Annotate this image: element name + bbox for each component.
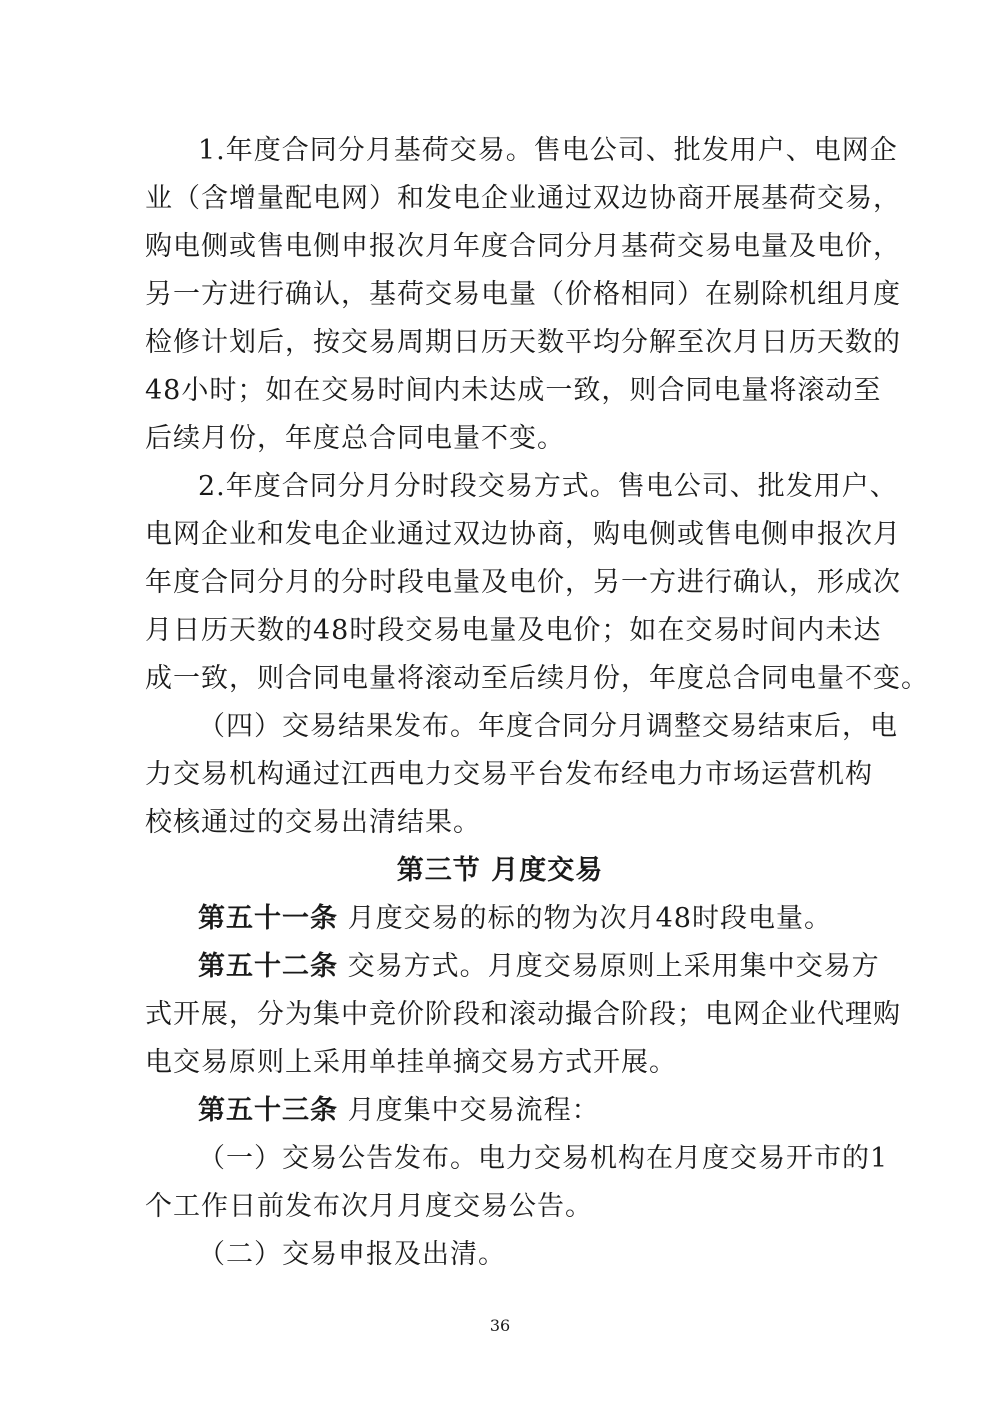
paragraph-2-line-3: 年度合同分月的分时段电量及电价，另一方进行确认，形成次 xyxy=(145,567,901,598)
paragraph-1-line-2: 业（含增量配电网）和发电企业通过双边协商开展基荷交易， xyxy=(145,183,901,214)
paragraph-2-line-4: 月日历天数的48时段交易电量及电价；如在交易时间内未达 xyxy=(145,615,882,646)
paragraph-3-line-3: 校核通过的交易出清结果。 xyxy=(145,807,481,838)
article-52-line-3: 电交易原则上采用单挂单摘交易方式开展。 xyxy=(145,1047,677,1078)
section-heading: 第三节 月度交易 xyxy=(396,855,604,886)
paragraph-1-line-6: 48小时；如在交易时间内未达成一致，则合同电量将滚动至 xyxy=(145,375,882,406)
paragraph-2-line-2: 电网企业和发电企业通过双边协商，购电侧或售电侧申报次月 xyxy=(145,519,901,550)
paragraph-2-line-5: 成一致，则合同电量将滚动至后续月份，年度总合同电量不变。 xyxy=(145,663,929,694)
paragraph-3-line-1: （四）交易结果发布。年度合同分月调整交易结束后，电 xyxy=(198,711,898,742)
article-52-text: 交易方式。月度交易原则上采用集中交易方 xyxy=(338,951,880,982)
page-number: 36 xyxy=(489,1316,511,1335)
paragraph-1-line-4: 另一方进行确认，基荷交易电量（价格相同）在剔除机组月度 xyxy=(145,279,901,310)
paragraph-3-line-2: 力交易机构通过江西电力交易平台发布经电力市场运营机构 xyxy=(145,759,873,790)
paragraph-1-line-5: 检修计划后，按交易周期日历天数平均分解至次月日历天数的 xyxy=(145,327,901,358)
article-53-item-2: （二）交易申报及出清。 xyxy=(198,1239,506,1270)
article-53-item-1: （一）交易公告发布。电力交易机构在月度交易开市的1 xyxy=(198,1143,889,1174)
article-51 xyxy=(198,900,858,938)
paragraph-1-line-7: 后续月份，年度总合同电量不变。 xyxy=(145,423,565,454)
article-51-text: 月度交易的标的物为次月48时段电量。 xyxy=(338,903,832,934)
article-52-label: 第五十二条 xyxy=(198,951,338,982)
paragraph-2-line-1: 2.年度合同分月分时段交易方式。售电公司、批发用户、 xyxy=(198,471,898,502)
article-52 xyxy=(198,948,880,986)
article-52-line-2: 式开展，分为集中竞价阶段和滚动撮合阶段；电网企业代理购 xyxy=(145,999,901,1030)
article-53-label: 第五十三条 xyxy=(198,1095,338,1126)
paragraph-1-line-1: 1.年度合同分月基荷交易。售电公司、批发用户、电网企 xyxy=(198,135,898,166)
article-53-text: 月度集中交易流程： xyxy=(338,1095,600,1126)
article-53-item-1-line-2: 个工作日前发布次月月度交易公告。 xyxy=(145,1191,593,1222)
article-53 xyxy=(198,1092,858,1130)
article-51-label: 第五十一条 xyxy=(198,903,338,934)
paragraph-1-line-3: 购电侧或售电侧申报次月年度合同分月基荷交易电量及电价， xyxy=(145,231,901,262)
